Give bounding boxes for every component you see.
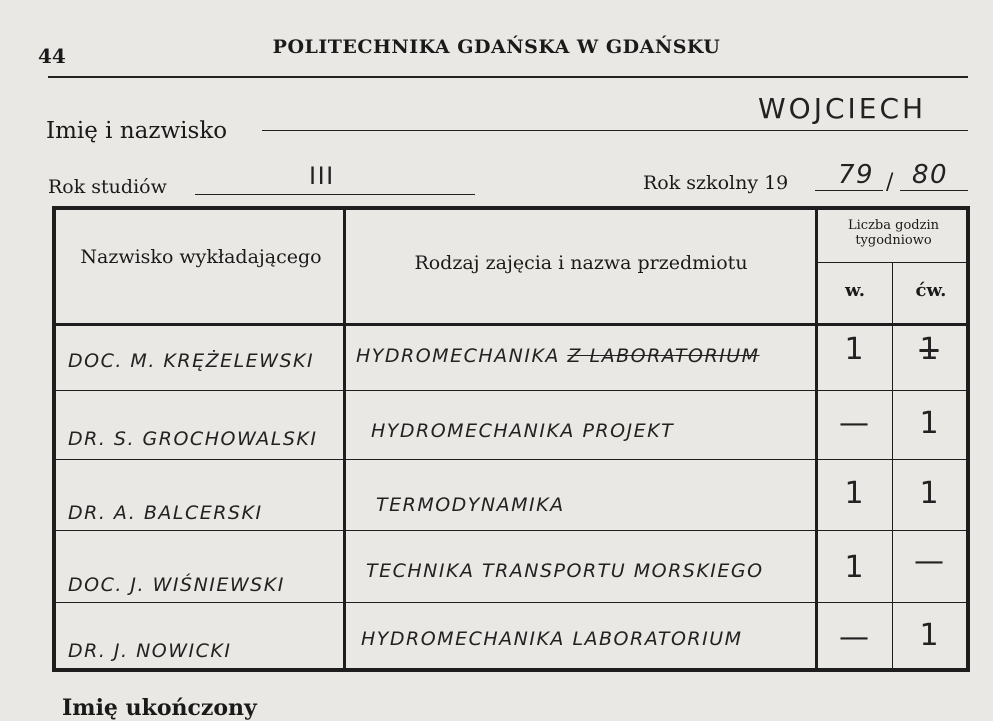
header-cw: ćw. <box>915 280 947 301</box>
lecturer-cell: DR. S. GROCHOWALSKI <box>68 428 318 450</box>
subject-cell: HYDROMECHANIKA LABORATORIUM <box>361 628 743 650</box>
subject-text: HYDROMECHANIKA <box>356 345 560 367</box>
col-divider-1 <box>343 210 346 668</box>
document-header: POLITECHNIKA GDAŃSKA W GDAŃSKU <box>272 36 721 58</box>
row-rule <box>56 602 966 603</box>
hours-cw-cell: 1 <box>919 618 939 653</box>
hours-cw-cell: — <box>914 544 944 579</box>
header-hours: Liczba godzin tygodniowo <box>848 218 939 248</box>
lecturer-cell: DR. J. NOWICKI <box>68 640 232 662</box>
year-value: III <box>309 162 335 190</box>
hours-cw-cell: 1 <box>919 332 939 367</box>
school-year-to: 80 <box>912 160 949 190</box>
lecturer-cell: DOC. M. KRĘŻELEWSKI <box>68 350 315 372</box>
school-year-line-from <box>815 190 883 191</box>
school-year-slash: / <box>886 170 894 195</box>
year-label: Rok studiów <box>48 176 167 198</box>
subject-cell <box>356 345 760 367</box>
hours-w-cell: 1 <box>844 476 864 511</box>
subject-struck-text: Z LABORATORIUM <box>567 345 760 367</box>
subject-cell: TERMODYNAMIKA <box>376 494 565 516</box>
header-subject: Rodzaj zajęcia i nazwa przedmiotu <box>414 252 748 274</box>
subject-cell: TECHNIKA TRANSPORTU MORSKIEGO <box>366 560 764 582</box>
header-rule <box>48 76 968 78</box>
lecturer-cell: DOC. J. WIŚNIEWSKI <box>68 574 285 596</box>
hours-cw-cell: 1 <box>919 406 939 441</box>
lecturer-cell: DR. A. BALCERSKI <box>68 502 263 524</box>
header-bottom-rule <box>56 323 966 326</box>
school-year-line-to <box>900 190 968 191</box>
hours-subheader-rule <box>818 262 966 263</box>
hours-w-cell: 1 <box>844 332 864 367</box>
school-year-label: Rok szkolny 19 <box>643 172 789 194</box>
header-lecturer: Nazwisko wykładającego <box>80 246 322 268</box>
name-value: WOJCIECH <box>758 92 927 125</box>
hours-w-cell: 1 <box>844 550 864 585</box>
row-rule <box>56 459 966 460</box>
subject-cell: HYDROMECHANIKA PROJEKT <box>371 420 675 442</box>
page-number: 44 <box>38 44 66 68</box>
bottom-stamp-text: Imię ukończony <box>62 695 257 721</box>
row-rule <box>56 530 966 531</box>
name-line <box>262 130 968 131</box>
row-rule <box>56 390 966 391</box>
hours-w-cell: — <box>839 406 869 441</box>
hours-cw-cell: 1 <box>919 476 939 511</box>
course-table <box>52 206 970 672</box>
header-w: w. <box>845 280 865 301</box>
col-divider-2 <box>815 210 818 668</box>
hours-w-cell: — <box>839 620 869 655</box>
year-line <box>195 194 475 195</box>
school-year-from: 79 <box>838 160 875 190</box>
name-label: Imię i nazwisko <box>46 118 228 144</box>
